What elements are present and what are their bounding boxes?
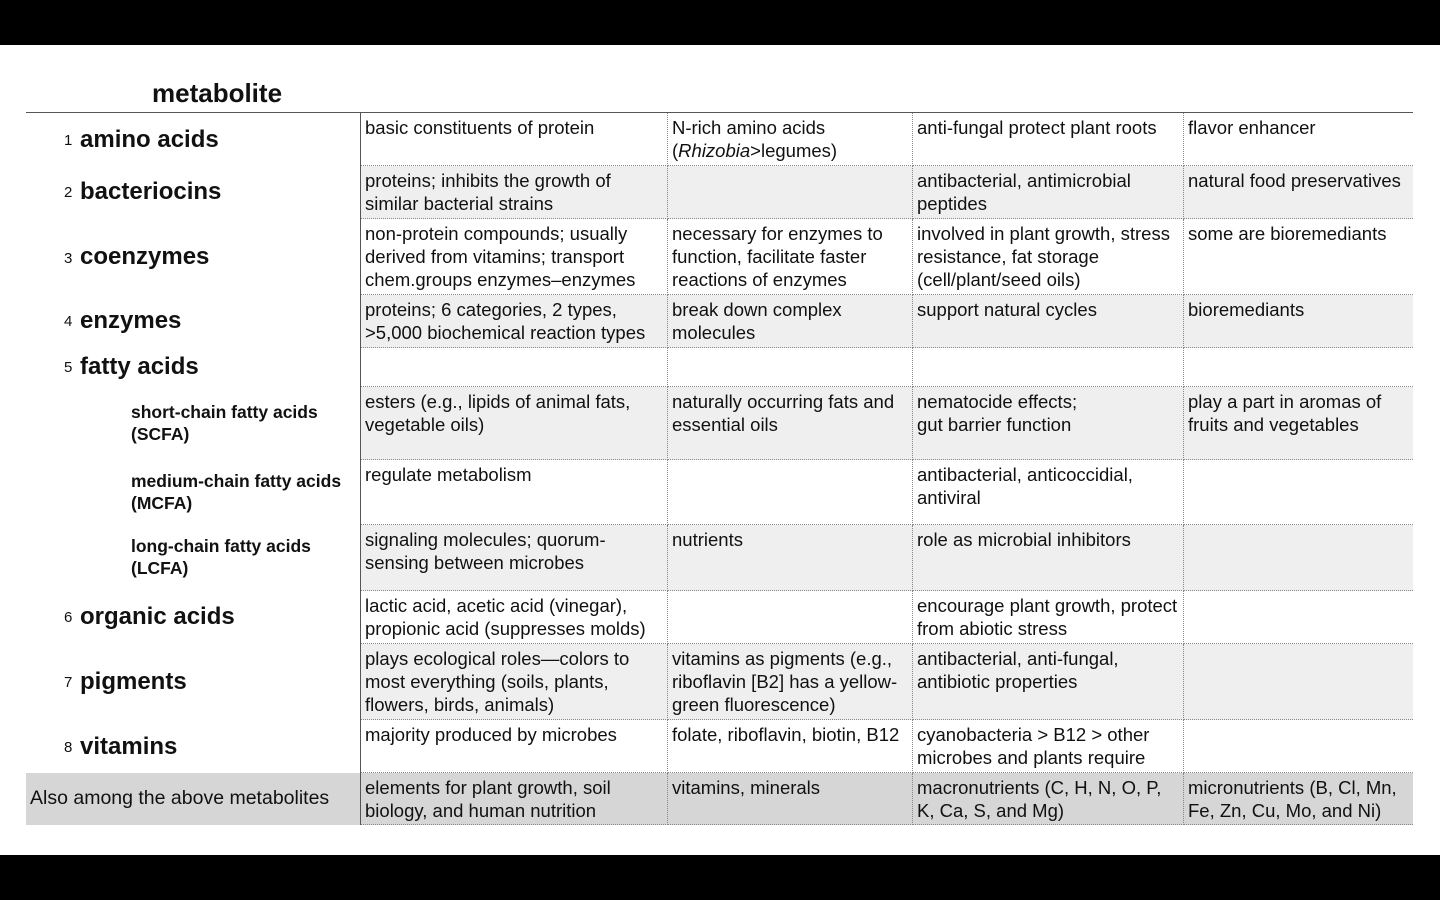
cell-italic: Rhizobia	[678, 140, 751, 161]
table-cell: macronutrients (C, H, N, O, P, K, Ca, S, and Mg)	[913, 773, 1184, 825]
footer-label-text: Also among the above metabolites	[30, 787, 330, 809]
table-cell	[913, 387, 1184, 460]
table-cell: encourage plant growth, protect from abiotic stress	[913, 591, 1184, 644]
table-cell: support natural cycles	[913, 295, 1184, 348]
table-cell: involved in plant growth, stress resistance, fat storage (cell/plant/seed oils)	[913, 219, 1184, 295]
table-cell: natural food preservatives	[1184, 166, 1413, 219]
table-cell	[668, 460, 913, 525]
table-cell: some are bioremediants	[1184, 219, 1413, 295]
table-cell: cyanobacteria > B12 > other microbes and plants require	[913, 720, 1184, 773]
table-cell: role as microbial inhibitors	[913, 525, 1184, 591]
row-name: vitamins	[80, 733, 178, 760]
table-row	[26, 295, 1413, 348]
row-subname: short-chain fatty acids (SCFA)	[131, 402, 318, 444]
row-number: 1	[64, 132, 73, 149]
table-cell: plays ecological roles—colors to most everything (soils, plants, flowers, birds, animals)	[361, 644, 668, 720]
cell-text: >legumes)	[750, 140, 838, 161]
row-name: organic acids	[80, 603, 235, 630]
row-name: bacteriocins	[80, 178, 222, 205]
table-cell	[1184, 591, 1413, 644]
row-number: 5	[64, 359, 73, 376]
row-name: fatty acids	[80, 353, 199, 380]
table-cell: naturally occurring fats and essential oils	[668, 387, 913, 460]
table-cell: necessary for enzymes to function, facilitate faster reactions of enzymes	[668, 219, 913, 295]
row-number: 8	[64, 739, 73, 756]
table-row	[26, 166, 1413, 219]
cell-line: nematocide effects;	[917, 391, 1078, 412]
row-name: coenzymes	[80, 243, 210, 270]
table-row	[26, 591, 1413, 644]
row-number: 3	[64, 250, 73, 267]
row-label	[26, 113, 361, 166]
cell-line	[672, 139, 908, 162]
row-name: amino acids	[80, 126, 219, 153]
table-cell	[1184, 348, 1413, 387]
table-cell	[668, 113, 913, 166]
cell-line: gut barrier function	[917, 414, 1072, 435]
table-cell	[913, 348, 1184, 387]
table-cell: vitamins, minerals	[668, 773, 913, 825]
table-cell: flavor enhancer	[1184, 113, 1413, 166]
table-cell	[1184, 720, 1413, 773]
page-title: metabolite	[152, 78, 283, 108]
table-cell	[361, 348, 668, 387]
row-label	[26, 644, 361, 720]
table-cell: majority produced by microbes	[361, 720, 668, 773]
table-cell	[1184, 525, 1413, 591]
table-cell: proteins; 6 categories, 2 types, >5,000 biochemical reaction types	[361, 295, 668, 348]
table-row	[26, 460, 1413, 525]
row-subname: medium-chain fatty acids (MCFA)	[131, 471, 342, 513]
table-cell: antibacterial, antimicrobial peptides	[913, 166, 1184, 219]
table-cell	[668, 166, 913, 219]
slide	[0, 45, 1440, 855]
table-row	[26, 113, 1413, 166]
row-label	[26, 720, 361, 773]
row-label	[26, 591, 361, 644]
table-cell: antibacterial, anti-fungal, antibiotic properties	[913, 644, 1184, 720]
table-row	[26, 720, 1413, 773]
row-label	[26, 387, 361, 460]
table-cell	[1184, 460, 1413, 525]
table-cell: vitamins as pigments (e.g., riboflavin [B2] has a yellow-green fluorescence)	[668, 644, 913, 720]
table-cell: non-protein compounds; usually derived from vitamins; transport chem.groups enzymes–enzymes	[361, 219, 668, 295]
row-number: 2	[64, 184, 73, 201]
table-footer-row	[26, 773, 1413, 825]
table-cell: proteins; inhibits the growth of similar bacterial strains	[361, 166, 668, 219]
table-cell: bioremediants	[1184, 295, 1413, 348]
row-subname: long-chain fatty acids (LCFA)	[131, 536, 311, 578]
row-label	[26, 219, 361, 295]
table-cell	[1184, 644, 1413, 720]
cell-line: N-rich amino acids	[672, 117, 826, 138]
table-cell: folate, riboflavin, biotin, B12	[668, 720, 913, 773]
table-cell: anti-fungal protect plant roots	[913, 113, 1184, 166]
row-name: pigments	[80, 668, 187, 695]
table-cell: basic constituents of protein	[361, 113, 668, 166]
table-cell: micronutrients (B, Cl, Mn, Fe, Zn, Cu, Mo, and Ni)	[1184, 773, 1413, 825]
table-cell: break down complex molecules	[668, 295, 913, 348]
table-row	[26, 348, 1413, 387]
table-row	[26, 644, 1413, 720]
row-number: 4	[64, 313, 73, 330]
row-number: 7	[64, 674, 73, 691]
table-cell: regulate metabolism	[361, 460, 668, 525]
table-cell: antibacterial, anticoccidial, antiviral	[913, 460, 1184, 525]
table-cell: esters (e.g., lipids of animal fats, vegetable oils)	[361, 387, 668, 460]
row-label	[26, 460, 361, 525]
footer-label	[26, 773, 361, 825]
table-cell: lactic acid, acetic acid (vinegar), propionic acid (suppresses molds)	[361, 591, 668, 644]
cell-text: (	[672, 140, 679, 161]
table-row	[26, 219, 1413, 295]
table-cell: elements for plant growth, soil biology, and human nutrition	[361, 773, 668, 825]
row-name: enzymes	[80, 307, 182, 334]
table-row	[26, 387, 1413, 460]
table-row	[26, 525, 1413, 591]
table-cell	[668, 591, 913, 644]
table-cell	[668, 348, 913, 387]
row-label	[26, 525, 361, 591]
row-label	[26, 295, 361, 348]
row-number: 6	[64, 609, 73, 626]
metabolite-table	[26, 112, 1413, 825]
table-cell: nutrients	[668, 525, 913, 591]
row-label	[26, 166, 361, 219]
table-cell: signaling molecules; quorum-sensing between microbes	[361, 525, 668, 591]
row-label	[26, 348, 361, 387]
table-cell: play a part in aromas of fruits and vegetables	[1184, 387, 1413, 460]
